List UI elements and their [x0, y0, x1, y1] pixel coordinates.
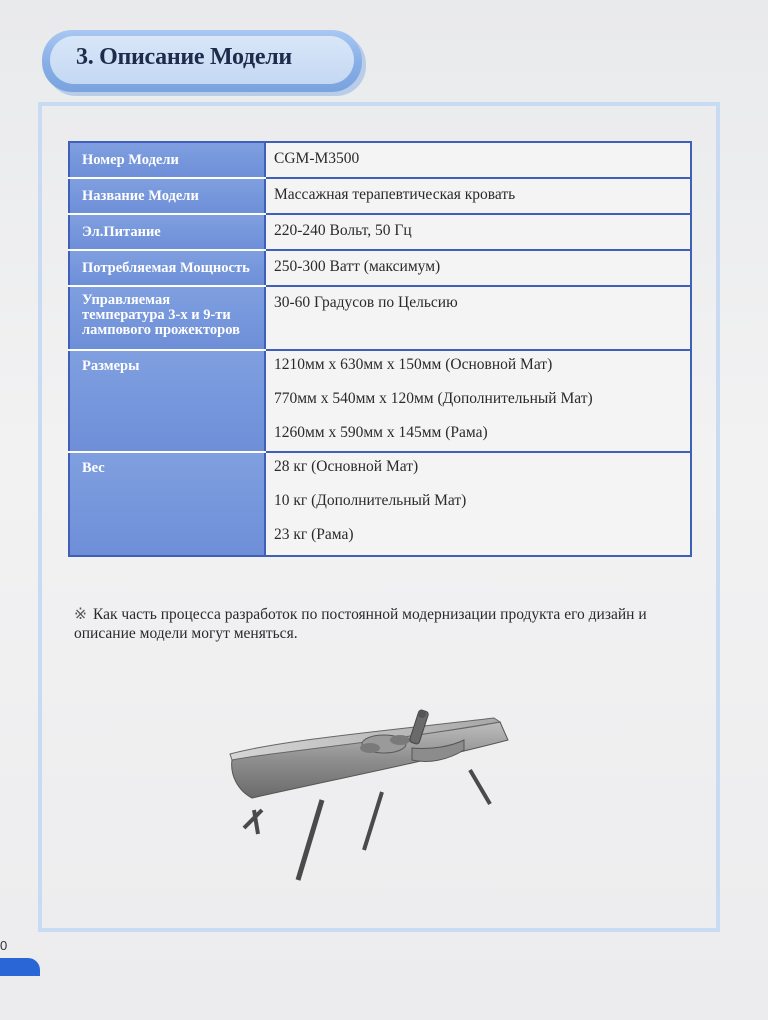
spec-value [265, 452, 691, 556]
spec-value-line: 1210мм x 630мм x 150мм (Основной Мат) [274, 356, 553, 373]
product-illustration [72, 700, 572, 890]
spec-value-line: 220-240 Вольт, 50 Гц [274, 222, 412, 239]
spec-value-line: 10 кг (Дополнительный Мат) [274, 492, 467, 509]
spec-label: Номер Модели [69, 142, 265, 178]
spec-value [265, 286, 691, 350]
spec-value-line: 250-300 Ватт (максимум) [274, 258, 441, 275]
disclaimer-note [74, 605, 694, 643]
spec-row-weight [69, 452, 691, 556]
spec-value [265, 178, 691, 214]
spec-value-line: Массажная терапевтическая кровать [274, 186, 516, 203]
spec-value-line: 770мм x 540мм x 120мм (Дополнительный Мат) [274, 390, 593, 407]
section-header [42, 30, 362, 92]
spec-row-dimensions [69, 350, 691, 452]
spec-value-line: 30-60 Градусов по Цельсию [274, 294, 458, 311]
spec-row-power-consumption [69, 250, 691, 286]
spec-value-line: 28 кг (Основной Мат) [274, 458, 419, 475]
page-number: 0 [0, 938, 8, 953]
spec-label: Название Модели [69, 178, 265, 214]
reference-mark-icon: ※ [74, 606, 87, 623]
massage-bed-icon [72, 700, 572, 890]
spec-label: Управляемая температура 3-х и 9-ти лампового прожекторов [69, 286, 265, 350]
spec-row-temperature [69, 286, 691, 350]
spec-label: Потребляемая Мощность [69, 250, 265, 286]
spec-row-power-supply [69, 214, 691, 250]
spec-value [265, 214, 691, 250]
spec-value-line: 1260мм x 590мм x 145мм (Рама) [274, 424, 488, 441]
section-title: 3. Описание Модели [76, 44, 292, 70]
spec-row-model-number [69, 142, 691, 178]
spec-value [265, 142, 691, 178]
note-text: Как часть процесса разработок по постоянной модернизации продукта его дизайн и описание модели могут меняться. [74, 606, 647, 642]
spec-label: Эл.Питание [69, 214, 265, 250]
spec-value [265, 350, 691, 452]
spec-label: Вес [69, 452, 265, 556]
spec-value [265, 250, 691, 286]
spec-value-line: 23 кг (Рама) [274, 526, 354, 543]
spec-table [68, 141, 692, 557]
spec-label: Размеры [69, 350, 265, 452]
page-tab-marker [0, 958, 40, 976]
spec-value-line: CGM-M3500 [274, 150, 360, 167]
spec-row-model-name [69, 178, 691, 214]
